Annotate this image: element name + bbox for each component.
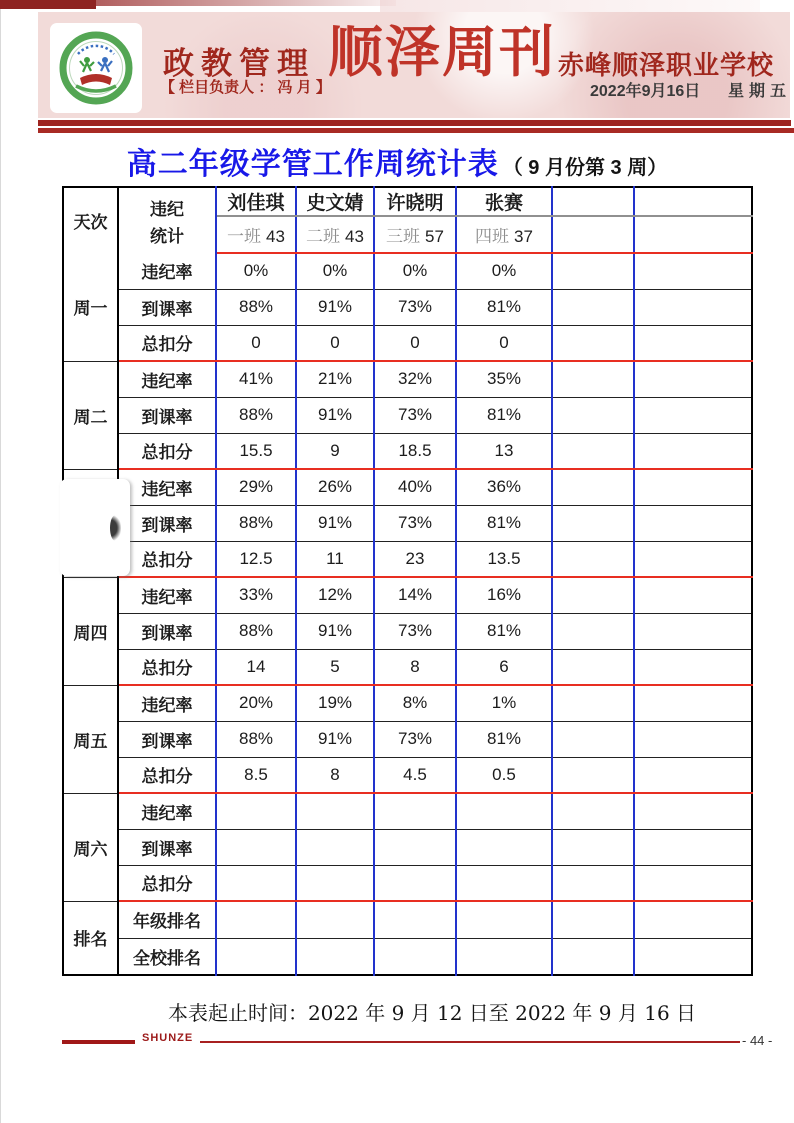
value-cell: 12.5: [216, 541, 296, 577]
section-title: 政教管理: [163, 46, 315, 81]
ranking-group-label: 排名: [63, 901, 118, 975]
value-cell: [634, 685, 752, 721]
value-cell: 26%: [296, 469, 374, 505]
value-cell: 81%: [456, 721, 552, 757]
value-cell: [374, 829, 456, 865]
masthead-title: 顺泽周刊: [328, 19, 557, 84]
row-label: 违纪率: [118, 361, 216, 397]
day-label-cell: 周二: [63, 361, 118, 469]
value-cell: 9: [296, 433, 374, 469]
row-label: 到课率: [118, 829, 216, 865]
issue-weekday: 星期五: [728, 83, 792, 100]
value-cell: 20%: [216, 685, 296, 721]
row-label: 总扣分: [118, 757, 216, 793]
day-data-row: [63, 325, 752, 361]
value-cell: [374, 793, 456, 829]
value-cell: [216, 829, 296, 865]
day-data-row: [63, 433, 752, 469]
scan-artifact-streak: [96, 0, 396, 6]
value-cell: 36%: [456, 469, 552, 505]
value-cell: [634, 505, 752, 541]
value-cell: 88%: [216, 289, 296, 325]
value-cell: 88%: [216, 721, 296, 757]
value-cell: 81%: [456, 397, 552, 433]
value-cell: [216, 938, 296, 975]
day-label-cell: 周一: [63, 253, 118, 361]
scan-artifact-wash: [380, 0, 760, 12]
value-cell: [456, 865, 552, 901]
value-cell: [634, 397, 752, 433]
value-cell: [634, 721, 752, 757]
value-cell: [552, 361, 634, 397]
patch-ink-blob: [110, 515, 121, 541]
row-label: 总扣分: [118, 865, 216, 901]
value-cell: 1%: [456, 685, 552, 721]
corner-label-cell: 天次: [63, 187, 118, 253]
row-label: 到课率: [118, 505, 216, 541]
value-cell: [634, 829, 752, 865]
row-label: 违纪率: [118, 793, 216, 829]
value-cell: [634, 253, 752, 289]
value-cell: 73%: [374, 289, 456, 325]
value-cell: 11: [296, 541, 374, 577]
value-cell: [552, 577, 634, 613]
value-cell: [552, 289, 634, 325]
value-cell: [634, 325, 752, 361]
value-cell: [296, 901, 374, 938]
value-cell: [216, 865, 296, 901]
value-cell: 16%: [456, 577, 552, 613]
value-cell: 0%: [374, 253, 456, 289]
row-label: 违纪率: [118, 577, 216, 613]
day-label-cell: 周五: [63, 685, 118, 793]
teacher-name: 史文婧: [296, 187, 374, 216]
row-label: 总扣分: [118, 541, 216, 577]
day-data-row: [63, 397, 752, 433]
value-cell: [456, 829, 552, 865]
value-cell: 0: [456, 325, 552, 361]
value-cell: [634, 541, 752, 577]
day-data-row: [63, 541, 752, 577]
footer-thick-rule: [62, 1040, 135, 1044]
footer-brand: SHUNZE: [142, 1032, 194, 1044]
value-cell: [456, 793, 552, 829]
value-cell: 0: [374, 325, 456, 361]
value-cell: 91%: [296, 397, 374, 433]
school-emblem-icon: [56, 28, 136, 108]
value-cell: 12%: [296, 577, 374, 613]
value-cell: [552, 505, 634, 541]
value-cell: [552, 865, 634, 901]
ranking-row: [63, 938, 752, 975]
value-cell: 0%: [296, 253, 374, 289]
class-cell: 三班 57: [374, 216, 456, 253]
value-cell: 8.5: [216, 757, 296, 793]
value-cell: [296, 793, 374, 829]
value-cell: [552, 253, 634, 289]
value-cell: [634, 757, 752, 793]
value-cell: 6: [456, 649, 552, 685]
value-cell: [374, 938, 456, 975]
value-cell: 81%: [456, 505, 552, 541]
value-cell: [552, 901, 634, 938]
value-cell: [456, 901, 552, 938]
class-cell: [552, 216, 634, 253]
statistics-table-wrap: [62, 186, 753, 976]
value-cell: [552, 938, 634, 975]
value-cell: 88%: [216, 613, 296, 649]
value-cell: [634, 577, 752, 613]
value-cell: [552, 721, 634, 757]
teacher-name-row: [63, 187, 752, 216]
value-cell: 4.5: [374, 757, 456, 793]
value-cell: [634, 793, 752, 829]
teacher-name: 张赛: [456, 187, 552, 216]
header-rule-bottom: [38, 128, 794, 133]
stat-label-line1: 违纪: [150, 199, 184, 219]
teacher-name: [552, 187, 634, 216]
row-label: 到课率: [118, 721, 216, 757]
statistics-table: [62, 186, 753, 976]
masthead-band: [38, 12, 790, 118]
day-data-row: [63, 721, 752, 757]
value-cell: 73%: [374, 505, 456, 541]
row-label: 违纪率: [118, 685, 216, 721]
value-cell: 33%: [216, 577, 296, 613]
class-cell: [634, 216, 752, 253]
value-cell: 35%: [456, 361, 552, 397]
value-cell: [552, 433, 634, 469]
value-cell: 81%: [456, 289, 552, 325]
title-main: 高二年级学管工作周统计表: [126, 148, 499, 181]
footer-thin-rule: [200, 1041, 740, 1043]
value-cell: [634, 938, 752, 975]
value-cell: [634, 649, 752, 685]
value-cell: [634, 289, 752, 325]
value-cell: 41%: [216, 361, 296, 397]
row-label: 年级排名: [118, 901, 216, 938]
value-cell: 91%: [296, 505, 374, 541]
value-cell: 81%: [456, 613, 552, 649]
row-label: 到课率: [118, 289, 216, 325]
value-cell: [552, 793, 634, 829]
teacher-name: 许晓明: [374, 187, 456, 216]
class-cell: 一班 43: [216, 216, 296, 253]
value-cell: 0%: [216, 253, 296, 289]
day-data-row: [63, 829, 752, 865]
row-label: 总扣分: [118, 325, 216, 361]
value-cell: 5: [296, 649, 374, 685]
value-cell: [216, 793, 296, 829]
day-data-row: [63, 361, 752, 397]
value-cell: [552, 613, 634, 649]
day-data-row: [63, 253, 752, 289]
day-data-row: [63, 865, 752, 901]
value-cell: [552, 829, 634, 865]
value-cell: 13: [456, 433, 552, 469]
day-label-cell: 周六: [63, 793, 118, 901]
value-cell: [634, 901, 752, 938]
title-sub: （ 9 月份第 3 周）: [502, 157, 668, 179]
value-cell: [216, 901, 296, 938]
day-data-row: [63, 685, 752, 721]
value-cell: 91%: [296, 721, 374, 757]
day-data-row: [63, 793, 752, 829]
teacher-name: 刘佳琪: [216, 187, 296, 216]
day-data-row: [63, 469, 752, 505]
value-cell: [634, 433, 752, 469]
value-cell: 0: [216, 325, 296, 361]
row-label: 总扣分: [118, 649, 216, 685]
value-cell: [374, 901, 456, 938]
row-label: 总扣分: [118, 433, 216, 469]
value-cell: 18.5: [374, 433, 456, 469]
value-cell: 91%: [296, 289, 374, 325]
value-cell: 0.5: [456, 757, 552, 793]
row-label: 到课率: [118, 397, 216, 433]
value-cell: [296, 829, 374, 865]
value-cell: 29%: [216, 469, 296, 505]
document-title: [0, 139, 794, 183]
value-cell: 8: [296, 757, 374, 793]
value-cell: [552, 325, 634, 361]
row-label: 到课率: [118, 613, 216, 649]
value-cell: 15.5: [216, 433, 296, 469]
value-cell: 0: [296, 325, 374, 361]
value-cell: 13.5: [456, 541, 552, 577]
value-cell: 14: [216, 649, 296, 685]
value-cell: 21%: [296, 361, 374, 397]
day-data-row: [63, 289, 752, 325]
row-label: 全校排名: [118, 938, 216, 975]
page-number: - 44 -: [742, 1033, 773, 1048]
row-label: 违纪率: [118, 469, 216, 505]
day-label-cell: 周四: [63, 577, 118, 685]
teacher-name: [634, 187, 752, 216]
day-data-row: [63, 649, 752, 685]
value-cell: 88%: [216, 397, 296, 433]
date-range-note: 本表起止时间：2022 年 9 月 12 日至 2022 年 9 月 16 日: [167, 1001, 697, 1025]
value-cell: [634, 361, 752, 397]
value-cell: [552, 397, 634, 433]
class-cell: 四班 37: [456, 216, 552, 253]
value-cell: [296, 865, 374, 901]
value-cell: 40%: [374, 469, 456, 505]
value-cell: [552, 649, 634, 685]
ranking-row: [63, 901, 752, 938]
value-cell: 14%: [374, 577, 456, 613]
value-cell: [634, 469, 752, 505]
value-cell: [552, 541, 634, 577]
value-cell: 32%: [374, 361, 456, 397]
scan-artifact-block: [0, 0, 96, 9]
value-cell: 8: [374, 649, 456, 685]
row-label: 违纪率: [118, 253, 216, 289]
column-manager: 【 栏目负责人 ： 冯 月 】: [160, 79, 331, 96]
value-cell: 8%: [374, 685, 456, 721]
school-logo: [50, 23, 142, 113]
value-cell: [456, 938, 552, 975]
value-cell: [634, 865, 752, 901]
value-cell: 23: [374, 541, 456, 577]
value-cell: 0%: [456, 253, 552, 289]
class-cell: 二班 43: [296, 216, 374, 253]
school-name: 赤峰顺泽职业学校: [558, 50, 775, 80]
issue-date: 2022年9月16日: [590, 83, 701, 100]
day-data-row: [63, 613, 752, 649]
value-cell: 88%: [216, 505, 296, 541]
value-cell: [374, 865, 456, 901]
value-cell: [552, 469, 634, 505]
stat-label-line2: 统计: [150, 226, 184, 246]
value-cell: 91%: [296, 613, 374, 649]
value-cell: [552, 685, 634, 721]
value-cell: [634, 613, 752, 649]
day-data-row: [63, 577, 752, 613]
value-cell: 73%: [374, 397, 456, 433]
day-data-row: [63, 757, 752, 793]
value-cell: 73%: [374, 613, 456, 649]
day-data-row: [63, 505, 752, 541]
header-rule-top: [38, 120, 791, 126]
value-cell: 19%: [296, 685, 374, 721]
stat-label-cell: [118, 187, 216, 253]
value-cell: [552, 757, 634, 793]
value-cell: [296, 938, 374, 975]
value-cell: 73%: [374, 721, 456, 757]
